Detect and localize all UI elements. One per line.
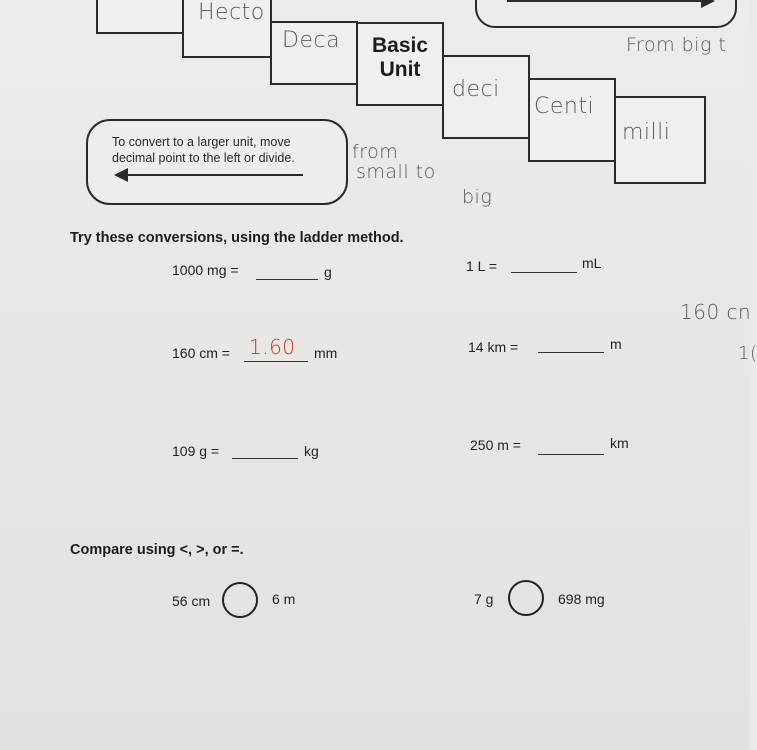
margin-note: 160 cn <box>680 300 752 324</box>
note-from-small-2: small to <box>356 161 436 183</box>
problem-3-left: 160 cm = <box>172 345 230 361</box>
arrow-right-line <box>507 0 707 2</box>
problem-1-unit: g <box>324 264 332 280</box>
answer-blank-1[interactable] <box>256 279 318 280</box>
problem-5-unit: kg <box>304 443 319 459</box>
answer-3-handwritten: 1.60 <box>249 335 296 359</box>
ladder-step-basic-unit <box>356 22 444 106</box>
ladder-label-deca: Deca <box>282 28 341 53</box>
problem-2-left: 1 L = <box>466 258 498 274</box>
compare-2-circle[interactable] <box>508 580 544 616</box>
ladder-step-deca <box>270 21 358 85</box>
problem-3-unit: mm <box>314 345 338 361</box>
arrow-left-icon <box>114 168 128 182</box>
convert-larger-text: To convert to a larger unit, move decimal point to the left or divide. <box>112 135 295 165</box>
answer-blank-5[interactable] <box>232 458 298 459</box>
compare-2-left: 7 g <box>474 591 494 607</box>
ladder-label-milli: milli <box>622 120 671 145</box>
answer-blank-2[interactable] <box>511 272 577 273</box>
conversions-heading: Try these conversions, using the ladder method. <box>70 230 404 246</box>
compare-1-circle[interactable] <box>222 582 258 618</box>
compare-2-right: 698 mg <box>558 591 605 607</box>
problem-4-unit: m <box>610 336 622 352</box>
arrow-right-icon <box>701 0 715 8</box>
note-from-big: From big t <box>626 34 727 56</box>
ladder-label-basic: Basic <box>371 34 429 57</box>
ladder-label-deci: deci <box>452 77 500 102</box>
problem-2-unit: mL <box>582 255 602 271</box>
ladder-label-centi: Centi <box>534 94 595 119</box>
note-from-small-1: from <box>352 141 399 163</box>
note-from-small-3: big <box>462 186 493 208</box>
ladder-label-unit: Unit <box>379 58 421 81</box>
answer-blank-4[interactable] <box>538 352 604 353</box>
problem-4-left: 14 km = <box>468 339 519 355</box>
compare-heading: Compare using <, >, or =. <box>70 542 244 558</box>
ladder-label-hecto: Hecto <box>198 0 265 25</box>
convert-larger-box <box>86 119 348 205</box>
answer-blank-3[interactable] <box>244 361 308 362</box>
ladder-step-milli <box>614 96 706 184</box>
convert-smaller-box <box>475 0 737 28</box>
problem-5-left: 109 g = <box>172 443 220 459</box>
ladder-step-deci <box>442 55 530 139</box>
ladder-step-kilo <box>96 0 184 34</box>
problem-6-unit: km <box>610 435 629 451</box>
arrow-left-line <box>118 174 303 176</box>
ladder-step-hecto <box>182 0 272 58</box>
answer-blank-6[interactable] <box>538 454 604 455</box>
problem-1-left: 1000 mg = <box>172 262 239 278</box>
problem-6-left: 250 m = <box>470 437 521 453</box>
compare-1-left: 56 cm <box>172 593 211 609</box>
margin-note-2: 1( <box>738 343 757 364</box>
ladder-step-centi <box>528 78 616 162</box>
compare-1-right: 6 m <box>272 591 296 607</box>
